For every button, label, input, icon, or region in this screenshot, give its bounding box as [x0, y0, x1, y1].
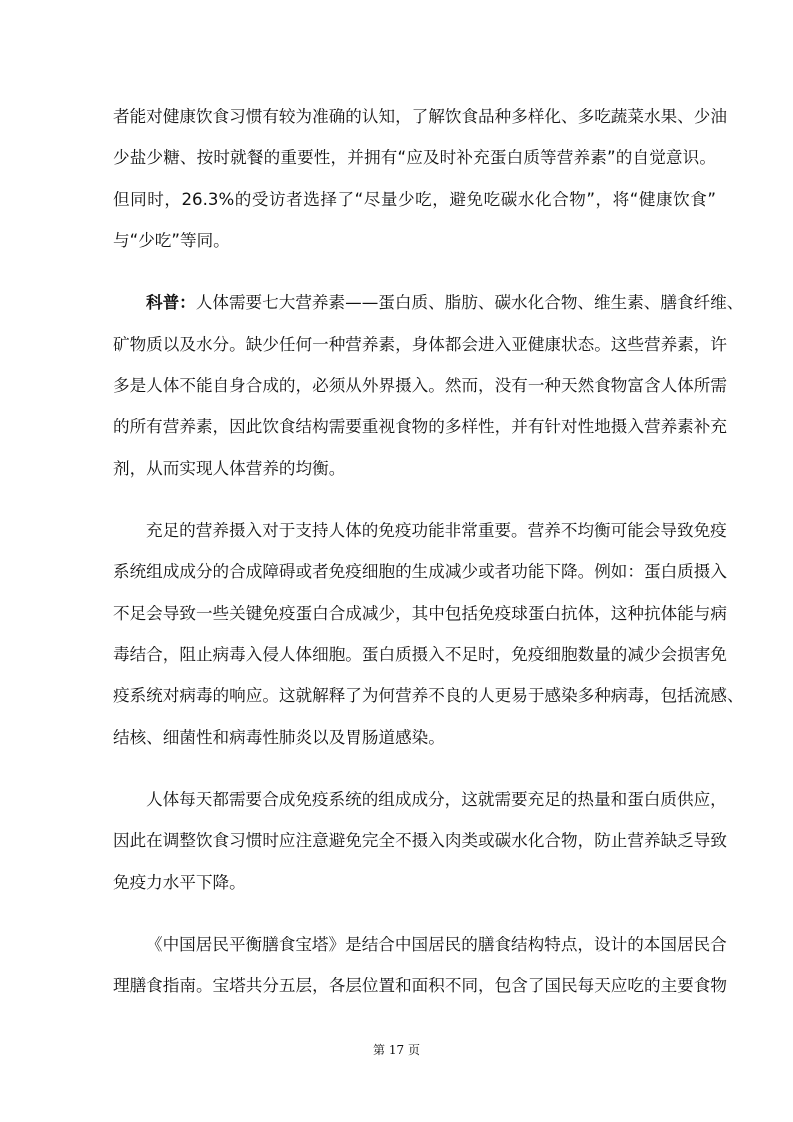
text-line	[113, 634, 727, 675]
line-text: 但同时，26.3%的受访者选择了“尽量少吃，避免吃碳水化合物”，将“健康饮食”	[113, 189, 716, 209]
text-line	[113, 717, 716, 758]
text-line	[113, 779, 727, 820]
paragraph	[113, 924, 727, 1007]
lead-label: 科普：	[146, 293, 196, 313]
line-text: 理膳食指南。宝塔共分五层，各层位置和面积不同，包含了国民每天应吃的主要食物	[113, 976, 727, 996]
line-text: 多是人体不能自身合成的，必须从外界摄入。然而，没有一种天然食物富含人体所需	[113, 376, 727, 396]
line-text: 系统组成成分的合成障碍或者免疫细胞的生成减少或者功能下降。例如：蛋白质摄入	[113, 562, 727, 582]
text-line	[113, 551, 727, 592]
page-number: 第 17 页	[373, 1043, 420, 1057]
line-text: 《中国居民平衡膳食宝塔》是结合中国居民的膳食结构特点，设计的本国居民合	[146, 934, 727, 954]
text-line	[113, 220, 716, 261]
text-line	[113, 137, 716, 178]
text-line	[113, 324, 727, 365]
text-line	[113, 862, 716, 903]
paragraph	[113, 779, 727, 903]
text-line	[113, 179, 716, 220]
text-line	[113, 406, 727, 447]
line-text: 因此在调整饮食习惯时应注意避免完全不摄入肉类或碳水化合物，防止营养缺乏导致	[113, 831, 727, 851]
line-text: 免疫力水平下降。	[113, 872, 246, 892]
line-text: 人体需要七大营养素——蛋白质、脂肪、碳水化合物、维生素、膳食纤维、	[195, 293, 744, 313]
line-text: 不足会导致一些关键免疫蛋白合成减少，其中包括免疫球蛋白抗体，这种抗体能与病	[113, 603, 727, 623]
text-line	[113, 965, 727, 1006]
line-text: 人体每天都需要合成免疫系统的组成成分，这就需要充足的热量和蛋白质供应，	[146, 789, 727, 809]
line-text: 的所有营养素，因此饮食结构需要重视食物的多样性，并有针对性地摄入营养素补充	[113, 417, 727, 437]
text-line	[113, 96, 727, 137]
text-line	[113, 820, 727, 861]
text-line	[113, 365, 727, 406]
line-text: 疫系统对病毒的响应。这就解释了为何营养不良的人更易于感染多种病毒，包括流感、	[113, 686, 744, 706]
text-line	[113, 593, 727, 634]
line-text: 者能对健康饮食习惯有较为准确的认知，了解饮食品种多样化、多吃蔬菜水果、少油	[113, 107, 727, 126]
line-text: 毒结合，阻止病毒入侵人体细胞。蛋白质摄入不足时，免疫细胞数量的减少会损害免	[113, 645, 727, 665]
paragraph	[113, 96, 727, 262]
document-body	[113, 96, 744, 1027]
text-line	[113, 282, 744, 323]
text-line	[113, 448, 716, 489]
line-text: 充足的营养摄入对于支持人体的免疫功能非常重要。营养不均衡可能会导致免疫	[146, 520, 727, 540]
line-text: 矿物质以及水分。缺少任何一种营养素，身体都会进入亚健康状态。这些营养素，许	[113, 334, 727, 354]
line-text: 结核、细菌性和病毒性肺炎以及胃肠道感染。	[113, 727, 445, 747]
line-text: 剂，从而实现人体营养的均衡。	[113, 458, 346, 478]
line-text: 与“少吃”等同。	[113, 231, 230, 251]
paragraph	[113, 510, 744, 758]
line-text: 少盐少糖、按时就餐的重要性，并拥有“应及时补充蛋白质等营养素”的自觉意识。	[113, 148, 716, 168]
paragraph	[113, 282, 744, 489]
text-line	[113, 924, 727, 965]
text-line	[113, 510, 727, 551]
text-line	[113, 675, 744, 716]
